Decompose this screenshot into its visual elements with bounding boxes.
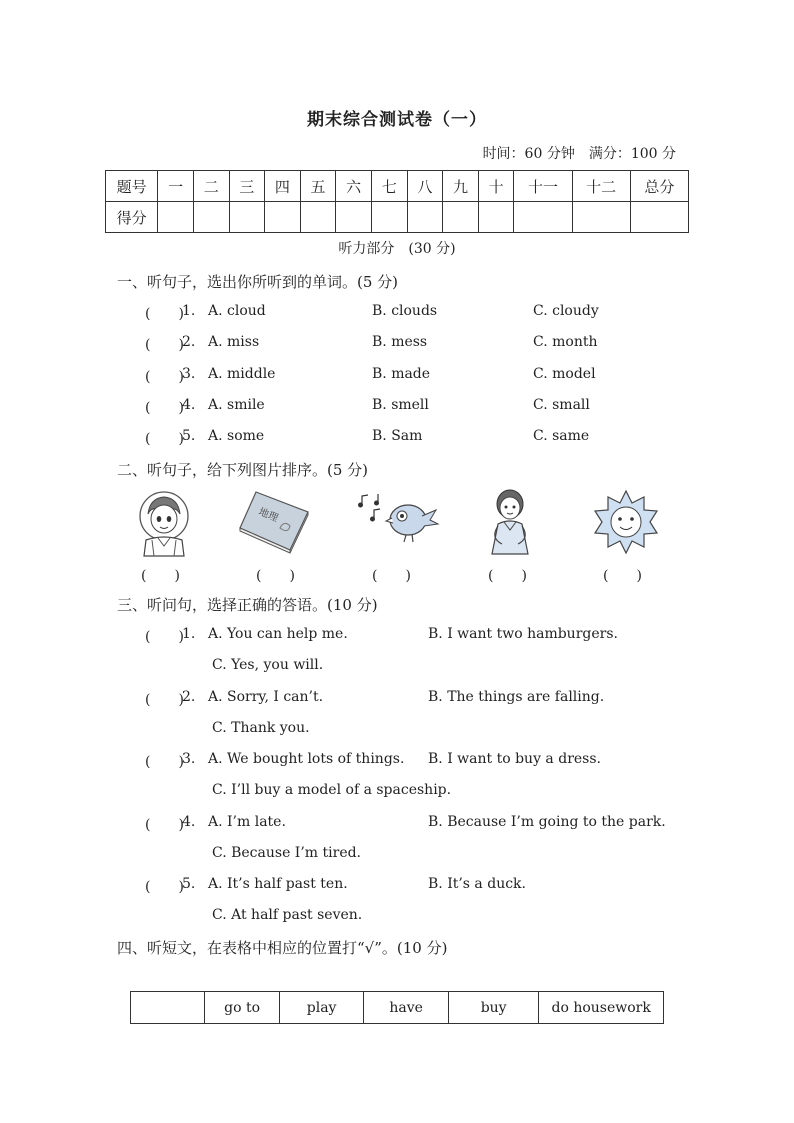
answer-blank[interactable]: ( ) — [145, 431, 184, 447]
listening-table-header-row — [131, 992, 664, 1024]
option-b: B. Sam — [372, 428, 423, 444]
answer-blank[interactable]: ( ) — [145, 817, 184, 833]
girl-picture — [484, 488, 536, 560]
section1-heading: 一、听句子，选出你所听到的单词。(5 分) — [117, 273, 399, 291]
score-cell[interactable] — [265, 202, 301, 233]
listening-header-cell: buy — [448, 992, 538, 1024]
score-cell[interactable] — [193, 202, 229, 233]
option-c: C. Yes, you will. — [212, 657, 324, 673]
option-a: A. We bought lots of things. — [208, 751, 405, 767]
list-item — [0, 626, 794, 678]
score-header-cell: 五 — [300, 171, 336, 202]
item-number: 4. — [182, 397, 196, 413]
answer-blank[interactable]: ( ) — [145, 400, 184, 416]
option-c: C. Thank you. — [212, 720, 310, 736]
listening-header-cell: go to — [205, 992, 280, 1024]
option-b: B. It’s a duck. — [428, 876, 526, 892]
list-item — [0, 334, 794, 354]
option-c: C. Because I’m tired. — [212, 845, 362, 861]
list-item — [0, 397, 794, 417]
page-title: 期末综合测试卷（一） — [307, 110, 487, 130]
picture-order-blank[interactable]: ( ) — [256, 568, 295, 584]
option-b: B. smell — [372, 397, 429, 413]
list-item — [0, 814, 794, 866]
option-b: B. clouds — [372, 303, 438, 319]
item-number: 2. — [182, 689, 196, 705]
score-cell[interactable] — [407, 202, 443, 233]
option-a: A. miss — [208, 334, 260, 350]
score-row-label: 得分 — [106, 202, 158, 233]
time-info: 时间：60 分钟 满分：100 分 — [482, 146, 676, 162]
score-cell[interactable] — [443, 202, 479, 233]
listening-header-cell — [131, 992, 205, 1024]
option-b: B. mess — [372, 334, 428, 350]
option-a: A. smile — [208, 397, 265, 413]
option-c: C. I’ll buy a model of a spaceship. — [212, 782, 452, 798]
listening-table — [130, 991, 664, 1024]
score-cell[interactable] — [371, 202, 407, 233]
score-table-score-row — [106, 202, 689, 233]
score-cell[interactable] — [229, 202, 265, 233]
option-b: B. Because I’m going to the park. — [428, 814, 666, 830]
score-header-cell: 总分 — [630, 171, 688, 202]
sun-picture — [592, 489, 660, 555]
score-header-cell: 题号 — [106, 171, 158, 202]
option-a: A. some — [208, 428, 265, 444]
item-number: 1. — [182, 626, 196, 642]
score-header-cell: 十一 — [514, 171, 572, 202]
list-item — [0, 689, 794, 741]
item-number: 5. — [182, 876, 196, 892]
listening-header-cell: play — [279, 992, 364, 1024]
option-c: C. cloudy — [533, 303, 599, 319]
answer-blank[interactable]: ( ) — [145, 692, 184, 708]
option-b: B. I want to buy a dress. — [428, 751, 601, 767]
score-header-cell: 十二 — [572, 171, 630, 202]
list-item — [0, 366, 794, 386]
astronaut-boy-picture — [136, 490, 192, 558]
score-header-cell: 四 — [265, 171, 301, 202]
option-b: B. I want two hamburgers. — [428, 626, 618, 642]
item-number: 5. — [182, 428, 196, 444]
score-cell[interactable] — [572, 202, 630, 233]
part-heading: 听力部分 (30 分) — [338, 241, 456, 257]
item-number: 4. — [182, 814, 196, 830]
list-item — [0, 303, 794, 323]
option-b: B. made — [372, 366, 431, 382]
option-a: A. middle — [208, 366, 276, 382]
singing-bird-picture — [356, 492, 440, 544]
score-header-cell: 一 — [158, 171, 194, 202]
item-number: 2. — [182, 334, 196, 350]
answer-blank[interactable]: ( ) — [145, 337, 184, 353]
answer-blank[interactable]: ( ) — [145, 754, 184, 770]
option-a: A. I’m late. — [208, 814, 286, 830]
list-item — [0, 876, 794, 928]
score-header-cell: 六 — [336, 171, 372, 202]
score-table — [105, 170, 689, 233]
score-header-cell: 九 — [443, 171, 479, 202]
picture-order-blank[interactable]: ( ) — [372, 568, 411, 584]
item-number: 1. — [182, 303, 196, 319]
score-cell[interactable] — [630, 202, 688, 233]
book-picture — [236, 488, 312, 554]
option-a: A. It’s half past ten. — [208, 876, 348, 892]
score-cell[interactable] — [514, 202, 572, 233]
picture-order-blank[interactable]: ( ) — [488, 568, 527, 584]
option-a: A. Sorry, I can’t. — [208, 689, 324, 705]
listening-header-cell: do housework — [539, 992, 664, 1024]
option-c: C. At half past seven. — [212, 907, 363, 923]
list-item — [0, 751, 794, 803]
answer-blank[interactable]: ( ) — [145, 306, 184, 322]
section2-heading: 二、听句子，给下列图片排序。(5 分) — [117, 461, 369, 479]
answer-blank[interactable]: ( ) — [145, 629, 184, 645]
option-c: C. small — [533, 397, 590, 413]
item-number: 3. — [182, 366, 196, 382]
score-header-cell: 七 — [371, 171, 407, 202]
listening-header-cell: have — [364, 992, 449, 1024]
answer-blank[interactable]: ( ) — [145, 879, 184, 895]
section3-heading: 三、听问句，选择正确的答语。(10 分) — [117, 596, 378, 614]
score-header-cell: 十 — [478, 171, 514, 202]
score-header-cell: 三 — [229, 171, 265, 202]
section4-heading: 四、听短文，在表格中相应的位置打“√”。(10 分) — [117, 939, 448, 957]
option-c: C. same — [533, 428, 590, 444]
option-c: C. model — [533, 366, 596, 382]
score-cell[interactable] — [336, 202, 372, 233]
option-b: B. The things are falling. — [428, 689, 605, 705]
book-label: 地理 — [256, 506, 280, 525]
score-header-cell: 二 — [193, 171, 229, 202]
picture-order-blank[interactable]: ( ) — [603, 568, 642, 584]
option-c: C. month — [533, 334, 598, 350]
option-a: A. cloud — [208, 303, 266, 319]
score-cell[interactable] — [158, 202, 194, 233]
score-cell[interactable] — [478, 202, 514, 233]
score-cell[interactable] — [300, 202, 336, 233]
picture-order-blank[interactable]: ( ) — [141, 568, 180, 584]
score-header-cell: 八 — [407, 171, 443, 202]
score-table-header-row — [106, 171, 689, 202]
item-number: 3. — [182, 751, 196, 767]
list-item — [0, 428, 794, 448]
option-a: A. You can help me. — [208, 626, 348, 642]
answer-blank[interactable]: ( ) — [145, 369, 184, 385]
